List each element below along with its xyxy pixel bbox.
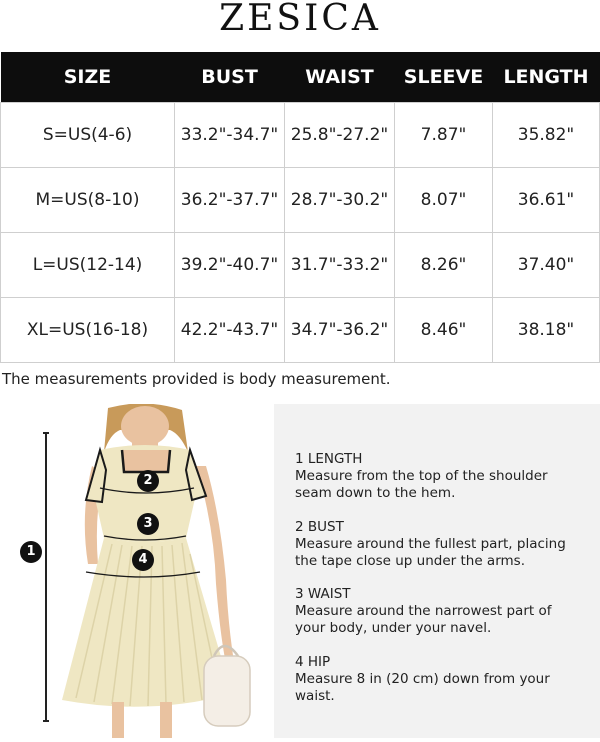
cell-size: L=US(12-14) [1, 233, 175, 298]
cell-waist: 31.7"-33.2" [285, 233, 395, 298]
header-bust: BUST [175, 52, 285, 103]
cell-bust: 33.2"-34.7" [175, 103, 285, 168]
guide-title: 4 HIP [295, 654, 331, 670]
cell-waist: 28.7"-30.2" [285, 168, 395, 233]
cell-length: 38.18" [493, 298, 600, 363]
cell-length: 36.61" [493, 168, 600, 233]
guide-description: Measure 8 in (20 cm) down from your waist. [295, 671, 550, 704]
header-size: SIZE [1, 52, 175, 103]
marker-3-waist: 3 [137, 513, 159, 535]
cell-bust: 42.2"-43.7" [175, 298, 285, 363]
measurement-note: The measurements provided is body measurement. [2, 370, 391, 388]
table-row [1, 103, 600, 168]
guide-length [295, 451, 585, 502]
cell-sleeve: 7.87" [395, 103, 493, 168]
cell-size: S=US(4-6) [1, 103, 175, 168]
cell-bust: 39.2"-40.7" [175, 233, 285, 298]
cell-length: 35.82" [493, 103, 600, 168]
cell-sleeve: 8.07" [395, 168, 493, 233]
guide-description: Measure around the fullest part, placing the tape close up under the arms. [295, 536, 566, 569]
cell-sleeve: 8.46" [395, 298, 493, 363]
header-waist: WAIST [285, 52, 395, 103]
guide-description: Measure around the narrowest part of your body, under your navel. [295, 603, 552, 636]
cell-sleeve: 8.26" [395, 233, 493, 298]
cell-length: 37.40" [493, 233, 600, 298]
guide-title: 1 LENGTH [295, 451, 363, 467]
measure-cap-bottom [43, 720, 49, 722]
guide-title: 3 WAIST [295, 586, 351, 602]
guide-bust [295, 519, 585, 570]
cell-bust: 36.2"-37.7" [175, 168, 285, 233]
measurement-guide-panel [274, 404, 600, 738]
header-length: LENGTH [493, 52, 600, 103]
marker-4-hip: 4 [132, 549, 154, 571]
table-row [1, 298, 600, 363]
dress-illustration [0, 404, 274, 738]
table-row [1, 233, 600, 298]
cell-waist: 34.7"-36.2" [285, 298, 395, 363]
length-measure-line [45, 432, 47, 722]
marker-1-length: 1 [20, 541, 42, 563]
marker-2-bust: 2 [137, 470, 159, 492]
guide-description: Measure from the top of the shoulder seam down to the hem. [295, 468, 548, 501]
brand-logo: ZESICA [219, 0, 381, 39]
cell-size: XL=US(16-18) [1, 298, 175, 363]
guide-hip [295, 654, 585, 705]
model-figure [0, 404, 274, 738]
size-chart-table [0, 52, 600, 363]
cell-waist: 25.8"-27.2" [285, 103, 395, 168]
header-sleeve: SLEEVE [395, 52, 493, 103]
table-header-row [1, 52, 600, 103]
guide-title: 2 BUST [295, 519, 344, 535]
guide-waist [295, 586, 585, 637]
cell-size: M=US(8-10) [1, 168, 175, 233]
measure-cap-top [43, 432, 49, 434]
table-row [1, 168, 600, 233]
